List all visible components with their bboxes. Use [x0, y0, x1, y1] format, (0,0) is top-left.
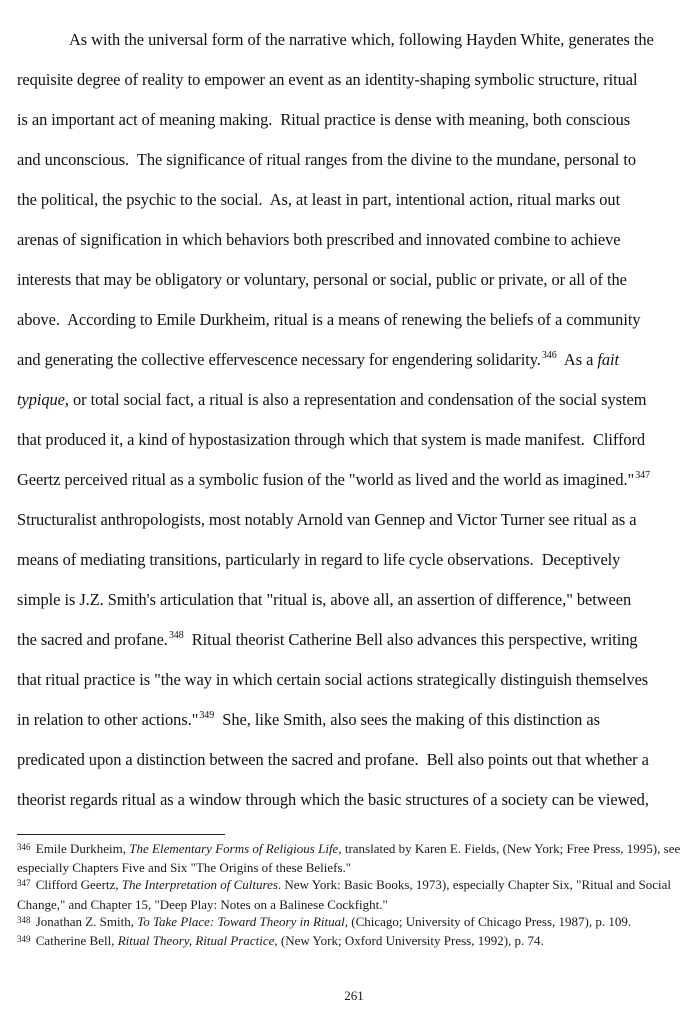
- text-run: the sacred and profane.: [17, 630, 168, 649]
- text-run: Catherine Bell,: [32, 933, 118, 949]
- text-run: interests that may be obligatory or voluntary, personal or social, public or private, or all of the: [17, 270, 627, 289]
- text-line: [17, 300, 700, 340]
- text-run: She, like Smith, also sees the making of this distinction as: [214, 710, 600, 729]
- footnote-number: 347: [17, 878, 31, 889]
- text-line: [17, 420, 700, 460]
- text-run: means of mediating transitions, particularly in regard to life cycle observations. Deceptively: [17, 550, 621, 569]
- text-run: in relation to other actions.": [17, 710, 199, 729]
- text-run: As with the universal form of the narrative which, following Hayden White, generates the: [69, 30, 654, 49]
- text-run: theorist regards ritual as a window through which the basic structures of a society can be viewed,: [17, 790, 649, 809]
- footnote-reference: 347: [635, 470, 651, 481]
- footnotes-section: [17, 840, 689, 951]
- text-run: Ritual theorist Catherine Bell also advances this perspective, writing: [183, 630, 638, 649]
- footnote-347: [17, 876, 689, 912]
- text-run: Geertz perceived ritual as a symbolic fusion of the "world as lived and the world as imagined.": [17, 470, 635, 489]
- footnote-number: 349: [17, 934, 31, 945]
- text-run: requisite degree of reality to empower an event as an identity-shaping symbolic structure, ritual: [17, 70, 638, 89]
- text-line: [17, 740, 700, 780]
- footnote-349: [17, 932, 689, 951]
- text-run: , (New York; Oxford University Press, 1992), p. 74.: [274, 933, 544, 949]
- text-run: Clifford Geertz,: [32, 877, 122, 893]
- footnote-separator: [17, 834, 225, 835]
- text-run: . New York: Basic Books, 1973), especially Chapter Six, "Ritual and Social Change," and Chapter 15, "Deep Play: Notes on a Balinese Cockfight.": [17, 877, 672, 912]
- text-run: simple is J.Z. Smith's articulation that "ritual is, above all, an assertion of difference," between: [17, 590, 632, 609]
- footnote-reference: 349: [199, 710, 215, 721]
- italic-text: typique: [17, 390, 65, 409]
- text-line: [17, 540, 700, 580]
- text-line: [17, 140, 700, 180]
- footnote-reference: 346: [541, 350, 557, 361]
- text-line: [17, 340, 700, 380]
- text-run: above. According to Emile Durkheim, ritual is a means of renewing the beliefs of a community: [17, 310, 641, 329]
- text-line: [17, 700, 700, 740]
- text-run: is an important act of meaning making. Ritual practice is dense with meaning, both conscious: [17, 110, 631, 129]
- italic-text: Ritual Theory, Ritual Practice: [117, 933, 275, 949]
- text-line: [17, 220, 700, 260]
- footnote-reference: 348: [168, 630, 184, 641]
- body-paragraph: [17, 20, 700, 820]
- text-run: arenas of signification in which behaviors both prescribed and innovated combine to achieve: [17, 230, 621, 249]
- footnote-346: [17, 840, 689, 876]
- text-line: [17, 20, 700, 60]
- text-run: that ritual practice is "the way in which certain social actions strategically distinguish themselves: [17, 670, 649, 689]
- page-number: 261: [344, 988, 364, 1003]
- footnote-number: 348: [17, 914, 31, 925]
- text-run: that produced it, a kind of hypostasization through which that system is made manifest. Clifford: [17, 430, 646, 449]
- text-line: [17, 660, 700, 700]
- text-run: Emile Durkheim,: [32, 841, 130, 856]
- text-line: [17, 780, 700, 820]
- italic-text: fait: [597, 350, 620, 369]
- italic-text: The Interpretation of Cultures: [121, 877, 278, 893]
- text-run: , or total social fact, a ritual is also a representation and condensation of the social system: [64, 390, 647, 409]
- text-run: and unconscious. The significance of ritual ranges from the divine to the mundane, personal to: [17, 150, 636, 169]
- text-line: [17, 60, 700, 100]
- italic-text: To Take Place: Toward Theory in Ritual: [137, 913, 345, 929]
- italic-text: The Elementary Forms of Religious Life: [129, 841, 339, 856]
- text-line: [17, 500, 700, 540]
- text-line: [17, 620, 700, 660]
- text-run: Jonathan Z. Smith,: [32, 913, 138, 929]
- footnote-348: [17, 913, 689, 932]
- text-run: , translated by Karen E. Fields, (New York; Free Press, 1995), see especially Chapters Five and Six "The Origins of these Beliefs.": [17, 841, 681, 876]
- text-run: , (Chicago; University of Chicago Press, 1987), p. 109.: [344, 913, 632, 929]
- text-run: As a: [556, 350, 598, 369]
- text-run: predicated upon a distinction between the sacred and profane. Bell also points out that whether a: [17, 750, 649, 769]
- text-run: the political, the psychic to the social. As, at least in part, intentional action, ritual marks out: [17, 190, 621, 209]
- text-line: [17, 180, 700, 220]
- text-run: Structuralist anthropologists, most notably Arnold van Gennep and Victor Turner see ritual as a: [17, 510, 637, 529]
- text-line: [17, 260, 700, 300]
- text-line: [17, 580, 700, 620]
- text-line: [17, 100, 700, 140]
- text-run: and generating the collective effervescence necessary for engendering solidarity.: [17, 350, 541, 369]
- text-line: [17, 380, 700, 420]
- footnote-number: 346: [17, 842, 31, 852]
- text-line: [17, 460, 700, 500]
